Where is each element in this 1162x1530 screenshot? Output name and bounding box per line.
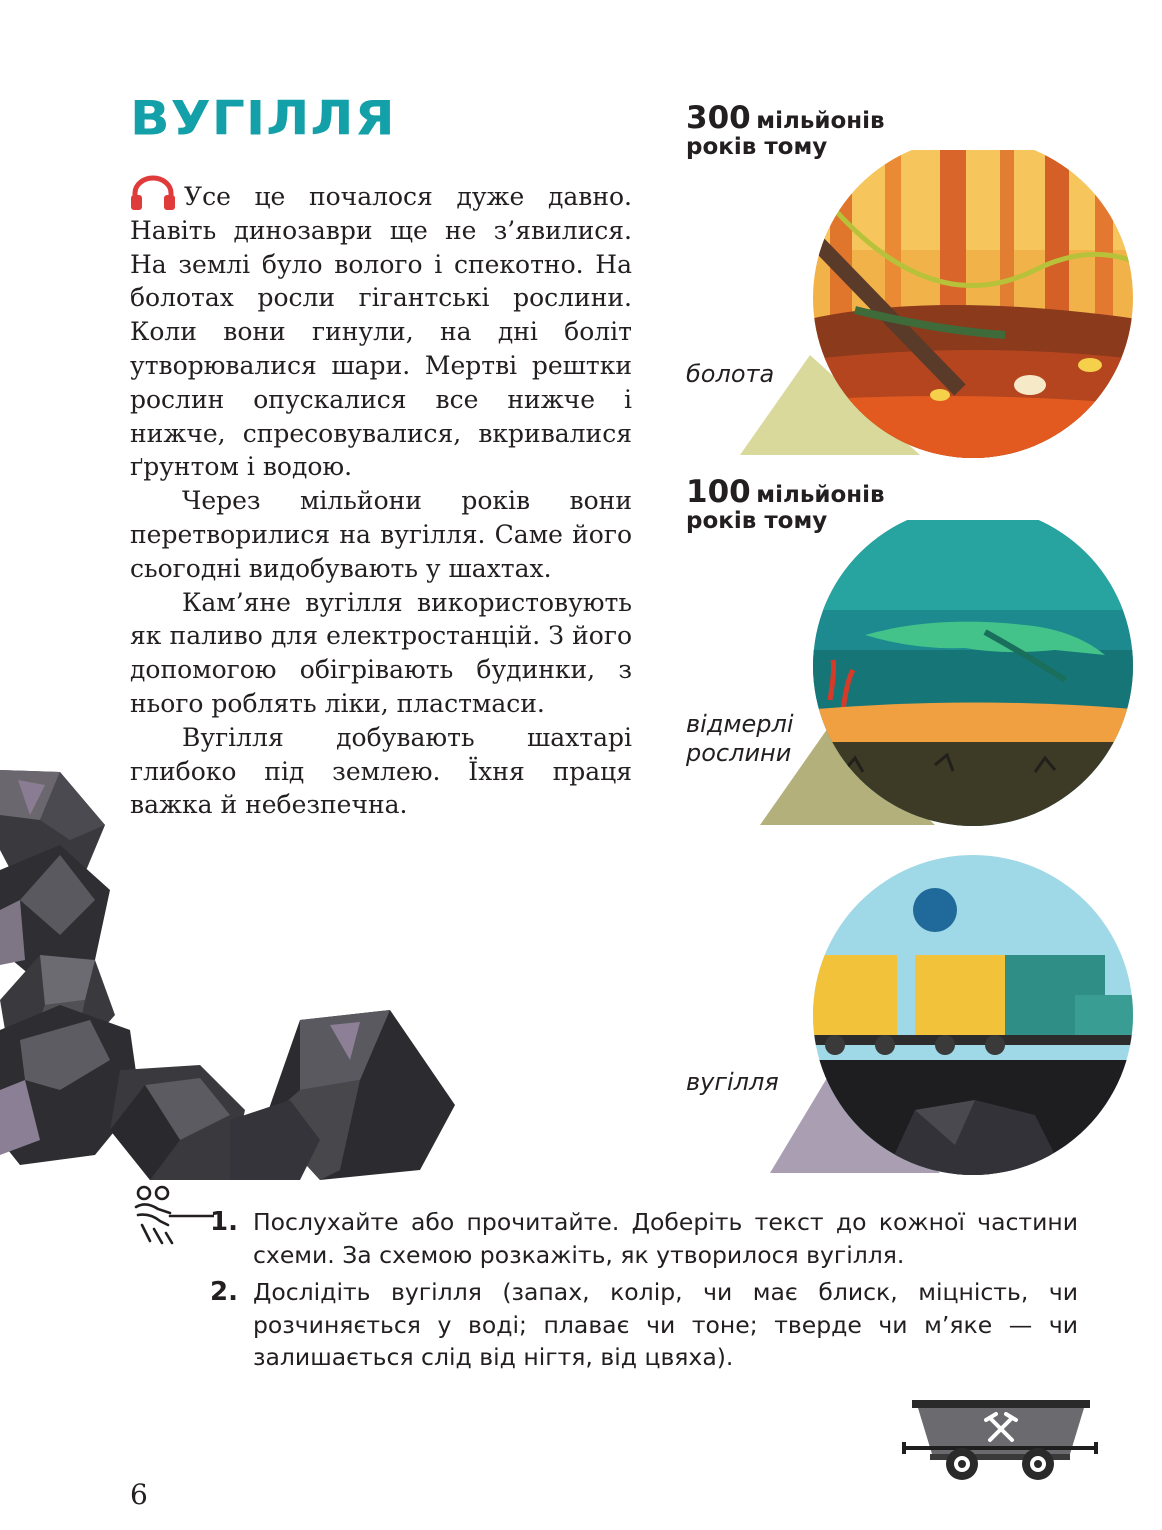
paragraph-4: Вугілля добувають шахтарі глибоко під землею. Їхня праця важка й небезпечна. — [130, 722, 632, 820]
body-text — [130, 175, 632, 822]
caption-swamp: болота — [686, 360, 775, 388]
era-300-label: 300 мільйонів років тому — [686, 100, 885, 160]
task-2: 2. Дослідіть вугілля (запах, колір, чи має блиск, міцність, чи розчиняється у воді; плаває чи тоне; тверде чи м’яке — чи залишається слід від нігтя, від цвяха). — [210, 1277, 1078, 1371]
swamp-illustration — [735, 150, 1135, 460]
sea-plants-illustration — [735, 520, 1135, 830]
task-1: 1. Послухайте або прочитайте. Доберіть текст до кожної частини схеми. За схемою розкажіть, як утворилося вугілля. — [210, 1207, 1078, 1269]
paragraph-2: Через мільйони років вони перетворилися на вугілля. Саме його сьогодні видобувають у шахтах. — [130, 486, 632, 583]
teamwork-icon — [130, 1183, 214, 1247]
paragraph-3: Кам’яне вугілля використовують як паливо для електростанцій. З його допомогою обігрівають будинки, з нього роблять ліки, пластмаси. — [130, 587, 632, 718]
caption-coal: вугілля — [686, 1068, 779, 1096]
page-title: ВУГІЛЛЯ — [130, 92, 396, 146]
coal-pile-illustration — [0, 760, 460, 1180]
coal-mine-illustration — [735, 855, 1135, 1175]
headphones-icon[interactable] — [130, 175, 176, 211]
caption-dead-plants: відмерлі рослини — [686, 710, 794, 767]
mine-cart-icon — [900, 1398, 1100, 1488]
paragraph-1: Усе це почалося дуже давно. Навіть динозаври ще не з’явилися. На землі було волого і спекотно. На болотах росли гігантські рослини. Коли вони гинули, на дні боліт утворювалися шари. Мертві рештки рослин опускалися все нижче і нижче, спресовувалися, вкривалися ґрунтом і водою. — [130, 175, 632, 484]
page-number: 6 — [130, 1478, 148, 1511]
era-100-label: 100 мільйонів років тому — [686, 474, 885, 534]
